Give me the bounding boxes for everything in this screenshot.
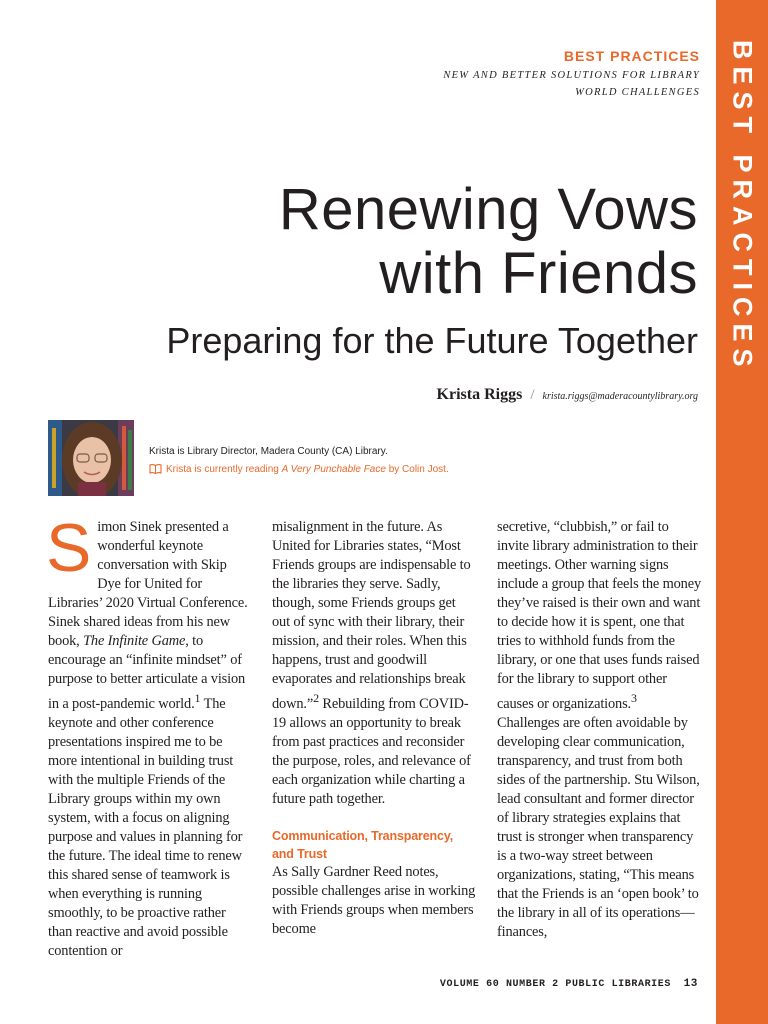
byline (437, 386, 698, 404)
footnote-1[interactable]: 1 (194, 691, 201, 705)
column-2-text-b: Rebuilding from COVID-19 allows an opportunity to break from past practices and reconsider the purpose, roles, and relevance of each organization while charting a future path together. (272, 695, 471, 807)
reading-suffix: by Colin Jost. (385, 464, 449, 475)
footer-publication: PUBLIC LIBRARIES (565, 979, 671, 990)
section-heading: Communication, Transparency, and Trust (272, 828, 454, 861)
reading-prefix: Krista is currently reading (166, 464, 282, 475)
body-column-3 (497, 518, 701, 942)
page-number: 13 (683, 978, 698, 990)
column-1-text-c: The keynote and other conference presentations inspired me to be more intentional in building trust with the multiple Friends of the Library groups within my own system, with a focus on aligning purpose and values in planning for the future. The ideal time to renew this shared sense of teamwork is when everything is running smoothly, to be proactive rather than reactive and avoid possible contention or (48, 695, 243, 959)
article-subheadline: Preparing for the Future Together (166, 320, 698, 361)
book-icon (149, 463, 162, 481)
column-3-text-b: Challenges are often avoidable by developing clear communication, transparency, and trust from both sides of the partnership. Stu Wilson, lead consultant and former director of library strategies explains that trust is stronger when transparency is a two-way street between organizations, stating, “This means that the Friends is an ‘open book’ to the library in all of its operations—finances, (497, 714, 700, 940)
byline-separator: / (530, 387, 535, 403)
article-headline (279, 178, 698, 306)
footer-volume: VOLUME 60 (439, 979, 500, 990)
column-3-text-a: secretive, “clubbish,” or fail to invite library administration to their meetings. Other warning signs include a group that feels the money they’ve raised is their own and want to decide how it is spent, one that tries to withhold funds from the library, or one that uses funds raised for the library to support other causes or organizations. (497, 519, 701, 712)
author-bio-reading (149, 461, 549, 481)
body-column-2 (272, 518, 476, 939)
body-column-1 (46, 510, 252, 961)
author-photo (48, 420, 134, 496)
author-bio-role: Krista is Library Director, Madera County (CA) Library. (149, 446, 388, 457)
footer-number: NUMBER 2 (505, 979, 559, 990)
column-2-text-a: misalignment in the future. As United for Libraries states, “Most Friends groups are indispensable to the libraries they serve. Sadly, though, some Friends groups get out of sync with their library, their mission, and their roles. When this happens, trust and goodwill evaporates and relationships break down.” (272, 519, 471, 712)
footnote-3[interactable]: 3 (631, 691, 637, 705)
column-3-paragraph (497, 518, 701, 942)
author-name: Krista Riggs (436, 386, 523, 403)
author-bio (149, 443, 549, 481)
section-kicker-subtitle: NEW AND BETTER SOLUTIONS FOR LIBRARY WORLD CHALLENGES (443, 70, 700, 98)
page-footer (440, 978, 698, 990)
footnote-2[interactable]: 2 (313, 691, 319, 705)
section-kicker: BEST PRACTICES (563, 48, 700, 64)
book-title: The Infinite Game (83, 633, 186, 649)
author-photo-illustration (48, 420, 134, 496)
column-2-paragraph-2: As Sally Gardner Reed notes, possible challenges arise in working with Friends groups when members become (272, 863, 476, 937)
column-1-text-b: , to encourage an “infinite mindset” of purpose to better articulate a vision in a post-pandemic world. (48, 633, 246, 712)
headline-line-1: Renewing Vows (278, 177, 698, 242)
column-2-paragraph (272, 518, 476, 809)
drop-cap: S (46, 510, 92, 586)
column-1-text-a: imon Sinek presented a wonderful keynote conversation with Skip Dye for United for Libraries’ 2020 Virtual Conference. Sinek shared ideas from his new book, (48, 519, 248, 649)
side-tab-label: BEST PRACTICES (727, 40, 758, 374)
reading-title: A Very Punchable Face (281, 464, 386, 475)
author-email[interactable]: krista.riggs@maderacountylibrary.org (542, 391, 698, 402)
column-1-paragraph (46, 510, 252, 961)
headline-line-2: with Friends (379, 241, 698, 306)
